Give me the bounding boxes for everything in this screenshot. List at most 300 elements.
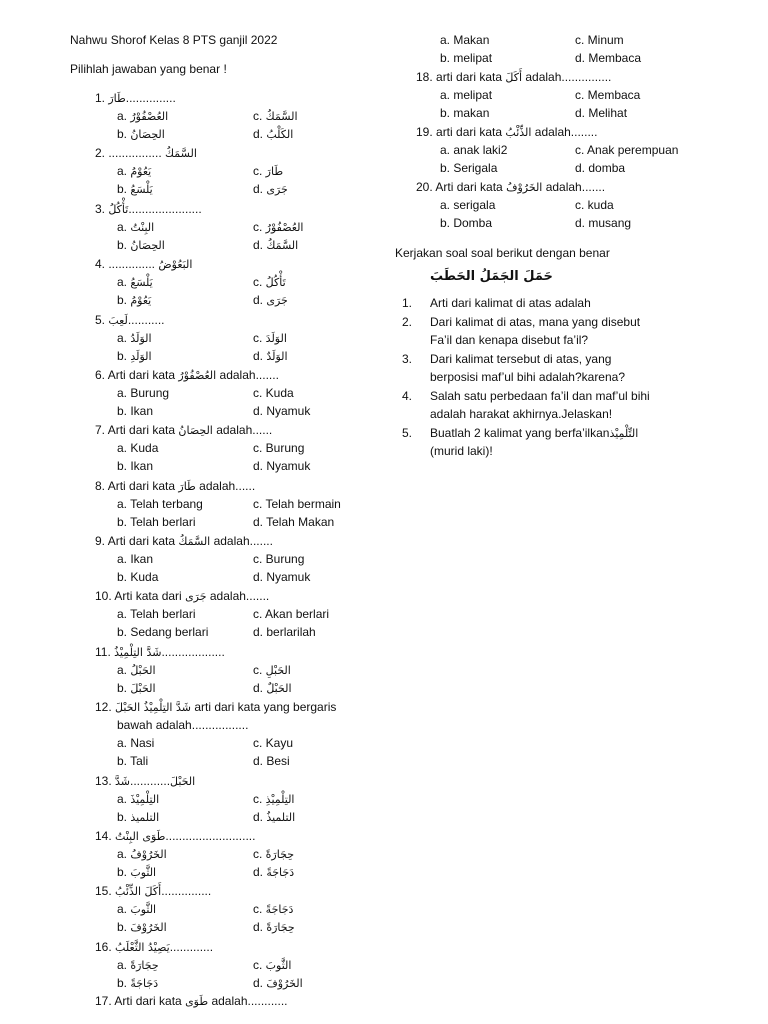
option-d — [575, 51, 641, 65]
question-number: 13. — [95, 774, 116, 788]
option-d — [253, 404, 310, 418]
question-prefix: Arti dari kata — [114, 994, 186, 1008]
question-prefix: ................ — [108, 146, 166, 160]
option-d — [253, 865, 294, 880]
option-d — [253, 754, 290, 768]
option-text: Burung — [130, 386, 170, 400]
question-suffix: adalah...... — [195, 479, 256, 493]
option-label: b. — [117, 459, 131, 473]
essay-arabic-sentence: حَمَلَ الجَمَلُ الحَطَبَ — [430, 269, 553, 284]
question-arabic: شَدَّ التِلْمِيْذُ الحَبْلَ — [115, 701, 191, 714]
option-d — [253, 570, 310, 584]
essay-question-4: adalah harakat akhirnya.Jelaskan! — [430, 407, 613, 421]
option-label: b. — [117, 625, 131, 639]
option-c — [253, 386, 294, 400]
option-label: c. — [253, 958, 266, 972]
option-d — [575, 216, 631, 230]
option-label: a. — [117, 958, 131, 972]
question-4 — [95, 257, 192, 272]
option-c — [253, 275, 286, 290]
option-d — [253, 127, 293, 142]
question-number: 12. — [95, 700, 116, 714]
question-arabic: الحِصَانُ — [178, 424, 213, 437]
question-suffix: adalah...... — [212, 423, 273, 437]
option-b — [117, 865, 156, 880]
option-label: b. — [117, 681, 131, 695]
option-a — [440, 143, 507, 157]
option-label: d. — [253, 754, 267, 768]
question-suffix: arti dari kata yang bergaris — [190, 700, 337, 714]
question-suffix: adalah....... — [216, 368, 279, 382]
option-text: Kayu — [265, 736, 294, 750]
question-arabic: الحَبْلَ — [170, 775, 196, 788]
option-label: d. — [253, 625, 267, 639]
option-label: c. — [575, 88, 588, 102]
option-text: Tali — [130, 754, 149, 768]
option-text: الثَّوبَ — [265, 959, 292, 972]
question-14 — [95, 829, 255, 844]
option-label: d. — [253, 182, 267, 196]
option-text: serigala — [453, 198, 496, 212]
option-label: a. — [440, 198, 454, 212]
question-blank: ................... — [161, 645, 225, 659]
option-label: a. — [117, 552, 131, 566]
option-text: البِنْتُ — [130, 221, 155, 234]
option-text: العُصْفُوْرُ — [130, 110, 169, 123]
option-label: a. — [117, 331, 131, 345]
option-b — [117, 976, 158, 991]
option-text: يَعُوْمُ — [130, 165, 152, 178]
option-a — [117, 441, 158, 455]
option-b — [117, 404, 153, 418]
question-1 — [95, 91, 176, 106]
question-prefix: Arti dari kata — [107, 368, 179, 382]
option-text: Melihat — [588, 106, 628, 120]
option-label: c. — [253, 663, 266, 677]
question-9 — [95, 534, 273, 549]
option-label: d. — [253, 976, 267, 990]
option-c — [253, 441, 304, 455]
option-label: c. — [253, 109, 266, 123]
option-c — [253, 552, 304, 566]
question-arabic: جَرَى — [185, 590, 207, 603]
option-label: b. — [117, 515, 131, 529]
option-label: b. — [117, 238, 131, 252]
option-a — [440, 198, 495, 212]
option-text: Nasi — [130, 736, 155, 750]
option-text: Kuda — [130, 570, 159, 584]
option-c — [253, 220, 303, 235]
option-label: a. — [117, 607, 131, 621]
option-text: kuda — [587, 198, 614, 212]
question-number: 16. — [95, 940, 116, 954]
option-c — [253, 109, 298, 124]
option-label: b. — [440, 161, 454, 175]
question-arabic: البَعُوْضُ — [158, 258, 193, 271]
option-label: b. — [440, 106, 454, 120]
question-number: 17. — [95, 994, 115, 1008]
option-a — [117, 792, 159, 807]
option-text: Serigala — [453, 161, 498, 175]
option-text: طَارَ — [265, 165, 284, 178]
option-c — [253, 663, 291, 678]
option-text: الحَبْلَ — [130, 682, 156, 695]
option-a — [117, 663, 156, 678]
option-text: التلميذُ — [266, 811, 296, 824]
option-text: العُصْفُوْرُ — [265, 221, 304, 234]
question-arabic: طَارَ — [108, 92, 126, 105]
option-b — [440, 161, 497, 175]
option-a — [117, 607, 196, 621]
option-text: melipat — [453, 51, 493, 65]
option-label: d. — [253, 920, 267, 934]
option-label: a. — [117, 164, 131, 178]
option-b — [117, 515, 196, 529]
option-text: حِجَارَةً — [130, 959, 159, 972]
option-b — [440, 51, 492, 65]
option-c — [253, 164, 283, 179]
option-text: Ikan — [130, 404, 154, 418]
option-label: b. — [440, 51, 454, 65]
option-label: b. — [117, 182, 131, 196]
question-arabic: طَوَى — [185, 995, 209, 1008]
question-continuation: bawah adalah................. — [117, 718, 249, 732]
option-text: حِجَارَةً — [266, 921, 295, 934]
question-number: 19. — [416, 125, 437, 139]
option-label: d. — [253, 404, 267, 418]
question-number: 10. — [95, 589, 115, 603]
option-text: Telah Makan — [266, 515, 335, 529]
question-number: 2. — [95, 146, 109, 160]
option-label: d. — [253, 515, 267, 529]
question-blank: ............. — [169, 940, 214, 954]
question-prefix: Arti dari kata — [107, 423, 179, 437]
option-label: c. — [253, 902, 266, 916]
option-text: Telah terbang — [130, 497, 203, 511]
option-text: التِلْمِيْذِ — [265, 793, 295, 806]
essay-question-4: Salah satu perbedaan fa’il dan maf’ul bihi — [430, 389, 650, 403]
question-arabic: شَدَّ التِلْمِيْذُ — [114, 646, 162, 659]
option-text: الحَبْلٌ — [266, 682, 292, 695]
option-text: Ikan — [130, 459, 154, 473]
option-b — [117, 182, 153, 197]
option-label: a. — [117, 109, 131, 123]
option-label: c. — [575, 143, 588, 157]
option-c — [575, 88, 640, 102]
option-label: a. — [117, 847, 131, 861]
essay-number: 1. — [402, 296, 413, 310]
option-text: حِجَارَةً — [265, 848, 294, 861]
option-a — [440, 88, 492, 102]
question-11 — [95, 645, 225, 660]
question-suffix: adalah....... — [206, 589, 270, 603]
question-17 — [95, 994, 288, 1009]
page-title: Nahwu Shorof Kelas 8 PTS ganjil 2022 — [70, 33, 278, 47]
instruction: Pilihlah jawaban yang benar ! — [70, 62, 227, 76]
question-15 — [95, 884, 211, 899]
question-number: 6. — [95, 368, 108, 382]
option-text: anak laki2 — [453, 143, 508, 157]
option-a — [117, 109, 168, 124]
option-a — [117, 847, 167, 862]
question-20 — [416, 180, 605, 195]
question-prefix: Arti dari kata — [107, 534, 179, 548]
question-number: 14. — [95, 829, 116, 843]
option-text: domba — [588, 161, 626, 175]
option-label: b. — [117, 293, 131, 307]
option-d — [253, 349, 288, 364]
option-b — [117, 625, 208, 639]
question-prefix: .............. — [108, 257, 159, 271]
option-text: Nyamuk — [266, 459, 311, 473]
question-arabic: أَكَلَ — [505, 71, 523, 84]
question-suffix: adalah........ — [531, 125, 598, 139]
option-label: b. — [440, 216, 454, 230]
question-number: 9. — [95, 534, 108, 548]
option-text: الثَّوبَ — [130, 903, 157, 916]
essay-number: 5. — [402, 426, 413, 440]
option-c — [253, 736, 293, 750]
option-label: c. — [253, 792, 266, 806]
option-d — [253, 681, 292, 696]
option-text: Besi — [266, 754, 290, 768]
essay-question-1: Arti dari kalimat di atas adalah — [430, 296, 591, 310]
option-label: c. — [253, 847, 266, 861]
option-c — [253, 331, 287, 346]
option-label: d. — [253, 865, 267, 879]
option-label: d. — [253, 681, 267, 695]
essay-number: 3. — [402, 352, 413, 366]
option-a — [117, 497, 203, 511]
option-label: d. — [253, 238, 267, 252]
essay-question-3: Dari kalimat tersebut di atas, yang — [430, 352, 612, 366]
question-13 — [95, 774, 195, 789]
option-d — [253, 459, 310, 473]
option-label: a. — [117, 663, 131, 677]
question-arabic: شَدَّ — [115, 775, 131, 788]
option-text: الوَلَدَ — [265, 332, 287, 345]
option-b — [117, 127, 165, 142]
option-text: تَأْكُلُ — [265, 276, 286, 289]
option-c — [253, 792, 295, 807]
option-text: Telah berlari — [130, 607, 196, 621]
essay-question-3: berposisi maf’ul bihi adalah?karena? — [430, 370, 626, 384]
option-text: الخَرُوْفَ — [266, 977, 303, 990]
question-suffix: adalah............ — [208, 994, 288, 1008]
option-d — [253, 293, 288, 308]
option-d — [575, 161, 625, 175]
option-text: Telah bermain — [265, 497, 341, 511]
option-text: الكَلْبُ — [266, 128, 294, 141]
question-12 — [95, 700, 336, 715]
option-text: melipat — [453, 88, 493, 102]
option-text: Akan berlari — [265, 607, 330, 621]
question-arabic: السَّمَكُ — [165, 147, 197, 160]
question-prefix: Arti dari kata — [107, 479, 179, 493]
question-number: 4. — [95, 257, 109, 271]
option-d — [253, 182, 288, 197]
option-text: Domba — [453, 216, 493, 230]
question-arabic: السَّمَكُ — [178, 535, 211, 548]
essay-instruction: Kerjakan soal soal berikut dengan benar — [395, 246, 610, 260]
question-prefix: Arti dari kata — [435, 180, 507, 194]
question-3 — [95, 202, 202, 217]
option-c — [575, 33, 624, 47]
option-a — [117, 164, 151, 179]
question-5 — [95, 313, 165, 328]
option-text: الحَبْلُ — [130, 664, 156, 677]
option-c — [253, 902, 293, 917]
question-blank: ........................... — [165, 829, 256, 843]
option-text: الوَلَدُ — [130, 332, 152, 345]
question-16 — [95, 940, 213, 955]
option-text: السَّمَكُ — [265, 110, 298, 123]
option-text: دَجَاجَةً — [265, 903, 294, 916]
option-b — [117, 570, 158, 584]
question-prefix: Arti kata dari — [114, 589, 186, 603]
option-label: d. — [253, 127, 267, 141]
option-d — [575, 106, 627, 120]
question-number: 7. — [95, 423, 108, 437]
option-label: d. — [575, 51, 589, 65]
option-text: Kuda — [265, 386, 294, 400]
option-a — [117, 958, 159, 973]
essay-number: 2. — [402, 315, 413, 329]
option-b — [117, 238, 165, 253]
option-text: يَعُوْمُ — [130, 294, 152, 307]
option-label: b. — [117, 920, 131, 934]
option-label: b. — [117, 976, 131, 990]
option-text: Nyamuk — [266, 404, 311, 418]
option-a — [117, 331, 152, 346]
option-d — [253, 515, 334, 529]
option-label: d. — [253, 349, 267, 363]
question-number: 3. — [95, 202, 109, 216]
option-label: b. — [117, 810, 131, 824]
option-label: c. — [253, 275, 266, 289]
question-blank: ........... — [127, 313, 165, 327]
option-label: c. — [253, 164, 266, 178]
essay-question-5: (murid laki)! — [430, 444, 493, 458]
essay-question-2: Dari kalimat di atas, mana yang disebut — [430, 315, 641, 329]
question-prefix: arti dari kata — [436, 70, 506, 84]
option-label: d. — [253, 459, 267, 473]
option-label: a. — [440, 143, 454, 157]
option-label: a. — [117, 386, 131, 400]
option-d — [253, 810, 295, 825]
option-label: c. — [253, 220, 266, 234]
option-text: يَلْسَعُ — [130, 183, 153, 196]
option-d — [253, 625, 316, 639]
option-text: berlarilah — [266, 625, 316, 639]
question-blank: ............ — [130, 774, 171, 788]
option-b — [117, 459, 153, 473]
option-text: دَجَاجَةً — [130, 977, 159, 990]
option-label: a. — [117, 902, 131, 916]
option-text: Sedang berlari — [130, 625, 209, 639]
option-label: a. — [440, 33, 454, 47]
question-number: 20. — [416, 180, 436, 194]
option-text: التِلْمِيْذَ — [130, 793, 160, 806]
option-label: b. — [117, 127, 131, 141]
option-label: c. — [575, 33, 588, 47]
option-text: التلميذ — [130, 811, 160, 824]
option-label: c. — [253, 331, 266, 345]
option-label: b. — [117, 404, 131, 418]
option-b — [117, 293, 151, 308]
question-8 — [95, 479, 255, 494]
option-text: Makan — [453, 33, 490, 47]
option-a — [117, 220, 154, 235]
question-18 — [416, 70, 611, 85]
option-label: c. — [575, 198, 588, 212]
option-c — [253, 607, 329, 621]
question-2 — [95, 146, 197, 161]
option-label: a. — [117, 736, 131, 750]
option-text: الحِصَانُ — [130, 239, 165, 252]
option-label: b. — [117, 570, 131, 584]
option-label: a. — [117, 497, 131, 511]
option-b — [440, 216, 492, 230]
question-blank: ...................... — [128, 202, 202, 216]
question-number: 5. — [95, 313, 109, 327]
question-number: 1. — [95, 91, 109, 105]
option-b — [117, 681, 156, 696]
option-text: Kuda — [130, 441, 159, 455]
essay-question-2: Fa’il dan kenapa disebut fa’il? — [430, 333, 589, 347]
question-number: 11. — [95, 645, 115, 659]
question-suffix: adalah....... — [210, 534, 273, 548]
option-text: الحِصَانُ — [130, 128, 165, 141]
option-text: الحَبْلِ — [265, 664, 291, 677]
question-arabic: تَأْكُلُ — [108, 203, 129, 216]
option-c — [253, 497, 341, 511]
option-label: c. — [253, 386, 266, 400]
option-text: جَرَى — [266, 294, 288, 307]
option-label: d. — [575, 216, 589, 230]
option-text: Membaca — [588, 51, 642, 65]
question-arabic: يَصِيْدُ الثَّعْلَبُ — [115, 941, 170, 954]
option-text: السَّمَكُ — [266, 239, 299, 252]
option-text: Ikan — [130, 552, 154, 566]
question-arabic: طَوَى البِنْتُ — [115, 830, 166, 843]
option-text: الخَرُوْفُ — [130, 848, 167, 861]
option-text: Nyamuk — [266, 570, 311, 584]
option-b — [117, 754, 148, 768]
option-b — [117, 920, 167, 935]
option-label: d. — [253, 293, 267, 307]
question-arabic: الذِّئْبُ — [505, 126, 532, 139]
question-number: 8. — [95, 479, 108, 493]
option-a — [440, 33, 489, 47]
option-label: c. — [253, 552, 266, 566]
question-prefix: arti dari kata — [436, 125, 506, 139]
essay-number: 4. — [402, 389, 413, 403]
option-text: يَلْسَعُ — [130, 276, 153, 289]
question-suffix: adalah............... — [522, 70, 612, 84]
question-number: 18. — [416, 70, 437, 84]
option-a — [117, 902, 156, 917]
question-19 — [416, 125, 597, 140]
question-arabic: العُصْفُوْرُ — [178, 369, 217, 382]
option-label: b. — [117, 754, 131, 768]
option-d — [253, 976, 303, 991]
option-label: b. — [117, 865, 131, 879]
option-label: c. — [253, 607, 266, 621]
option-label: a. — [117, 220, 131, 234]
option-a — [117, 386, 169, 400]
option-c — [575, 143, 678, 157]
